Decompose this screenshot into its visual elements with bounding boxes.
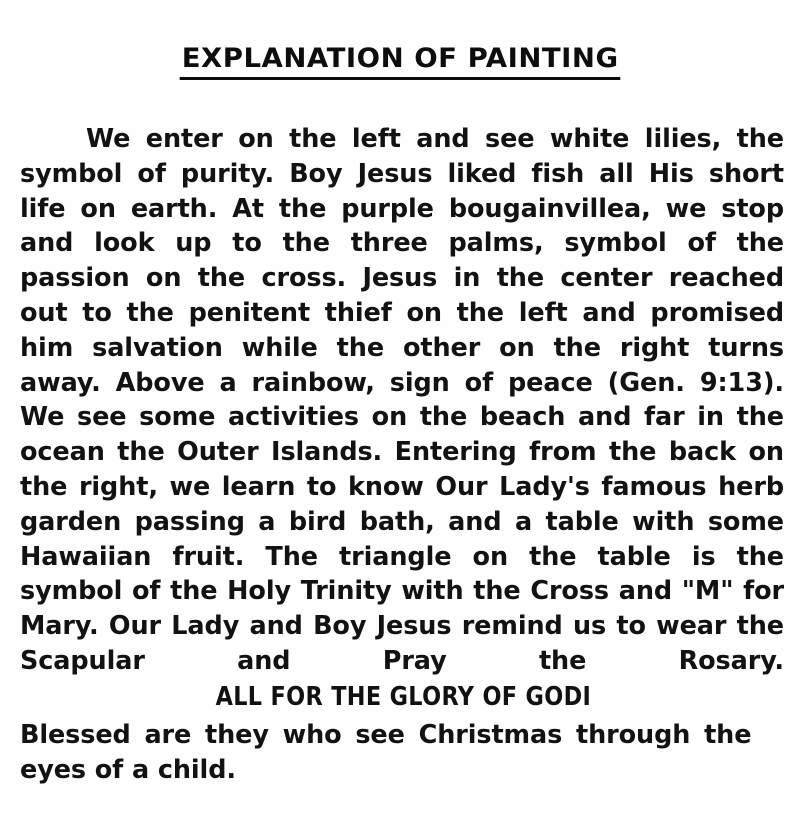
body-text-block: [20, 122, 784, 714]
acclamation-line: [0, 682, 800, 712]
page-title: [0, 44, 800, 80]
acclamation-text: ALL FOR THE GLORY OF GODI: [215, 682, 591, 712]
closing-line-2: eyes of a child.: [20, 755, 236, 785]
closing-block: [20, 718, 784, 788]
explanation-paragraph: We enter on the left and see white lilies, the symbol of purity. Boy Jesus liked fish all His short life on earth. At the purple bougainvillea, we stop and look up to the three palms, symbol of the passion on the cross. Jesus in the center reached out to the penitent thief on the left and promised him salvation while the other on the right turns away. Above a rainbow, sign of peace (Gen. 9:13). We see some activities on the beach and far in the ocean the Outer Islands. Entering from the back on the right, we learn to know Our Lady's famous herb garden passing a bird bath, and a table with some Hawaiian fruit. The triangle on the table is the symbol of the Holy Trinity with the Cross and "M" for Mary. Our Lady and Boy Jesus remind us to wear the Scapular and Pray the Rosary.: [20, 124, 784, 676]
page-title-text: EXPLANATION OF PAINTING: [180, 44, 621, 80]
closing-line-1: Blessed are they who see Christmas through the: [20, 720, 752, 750]
